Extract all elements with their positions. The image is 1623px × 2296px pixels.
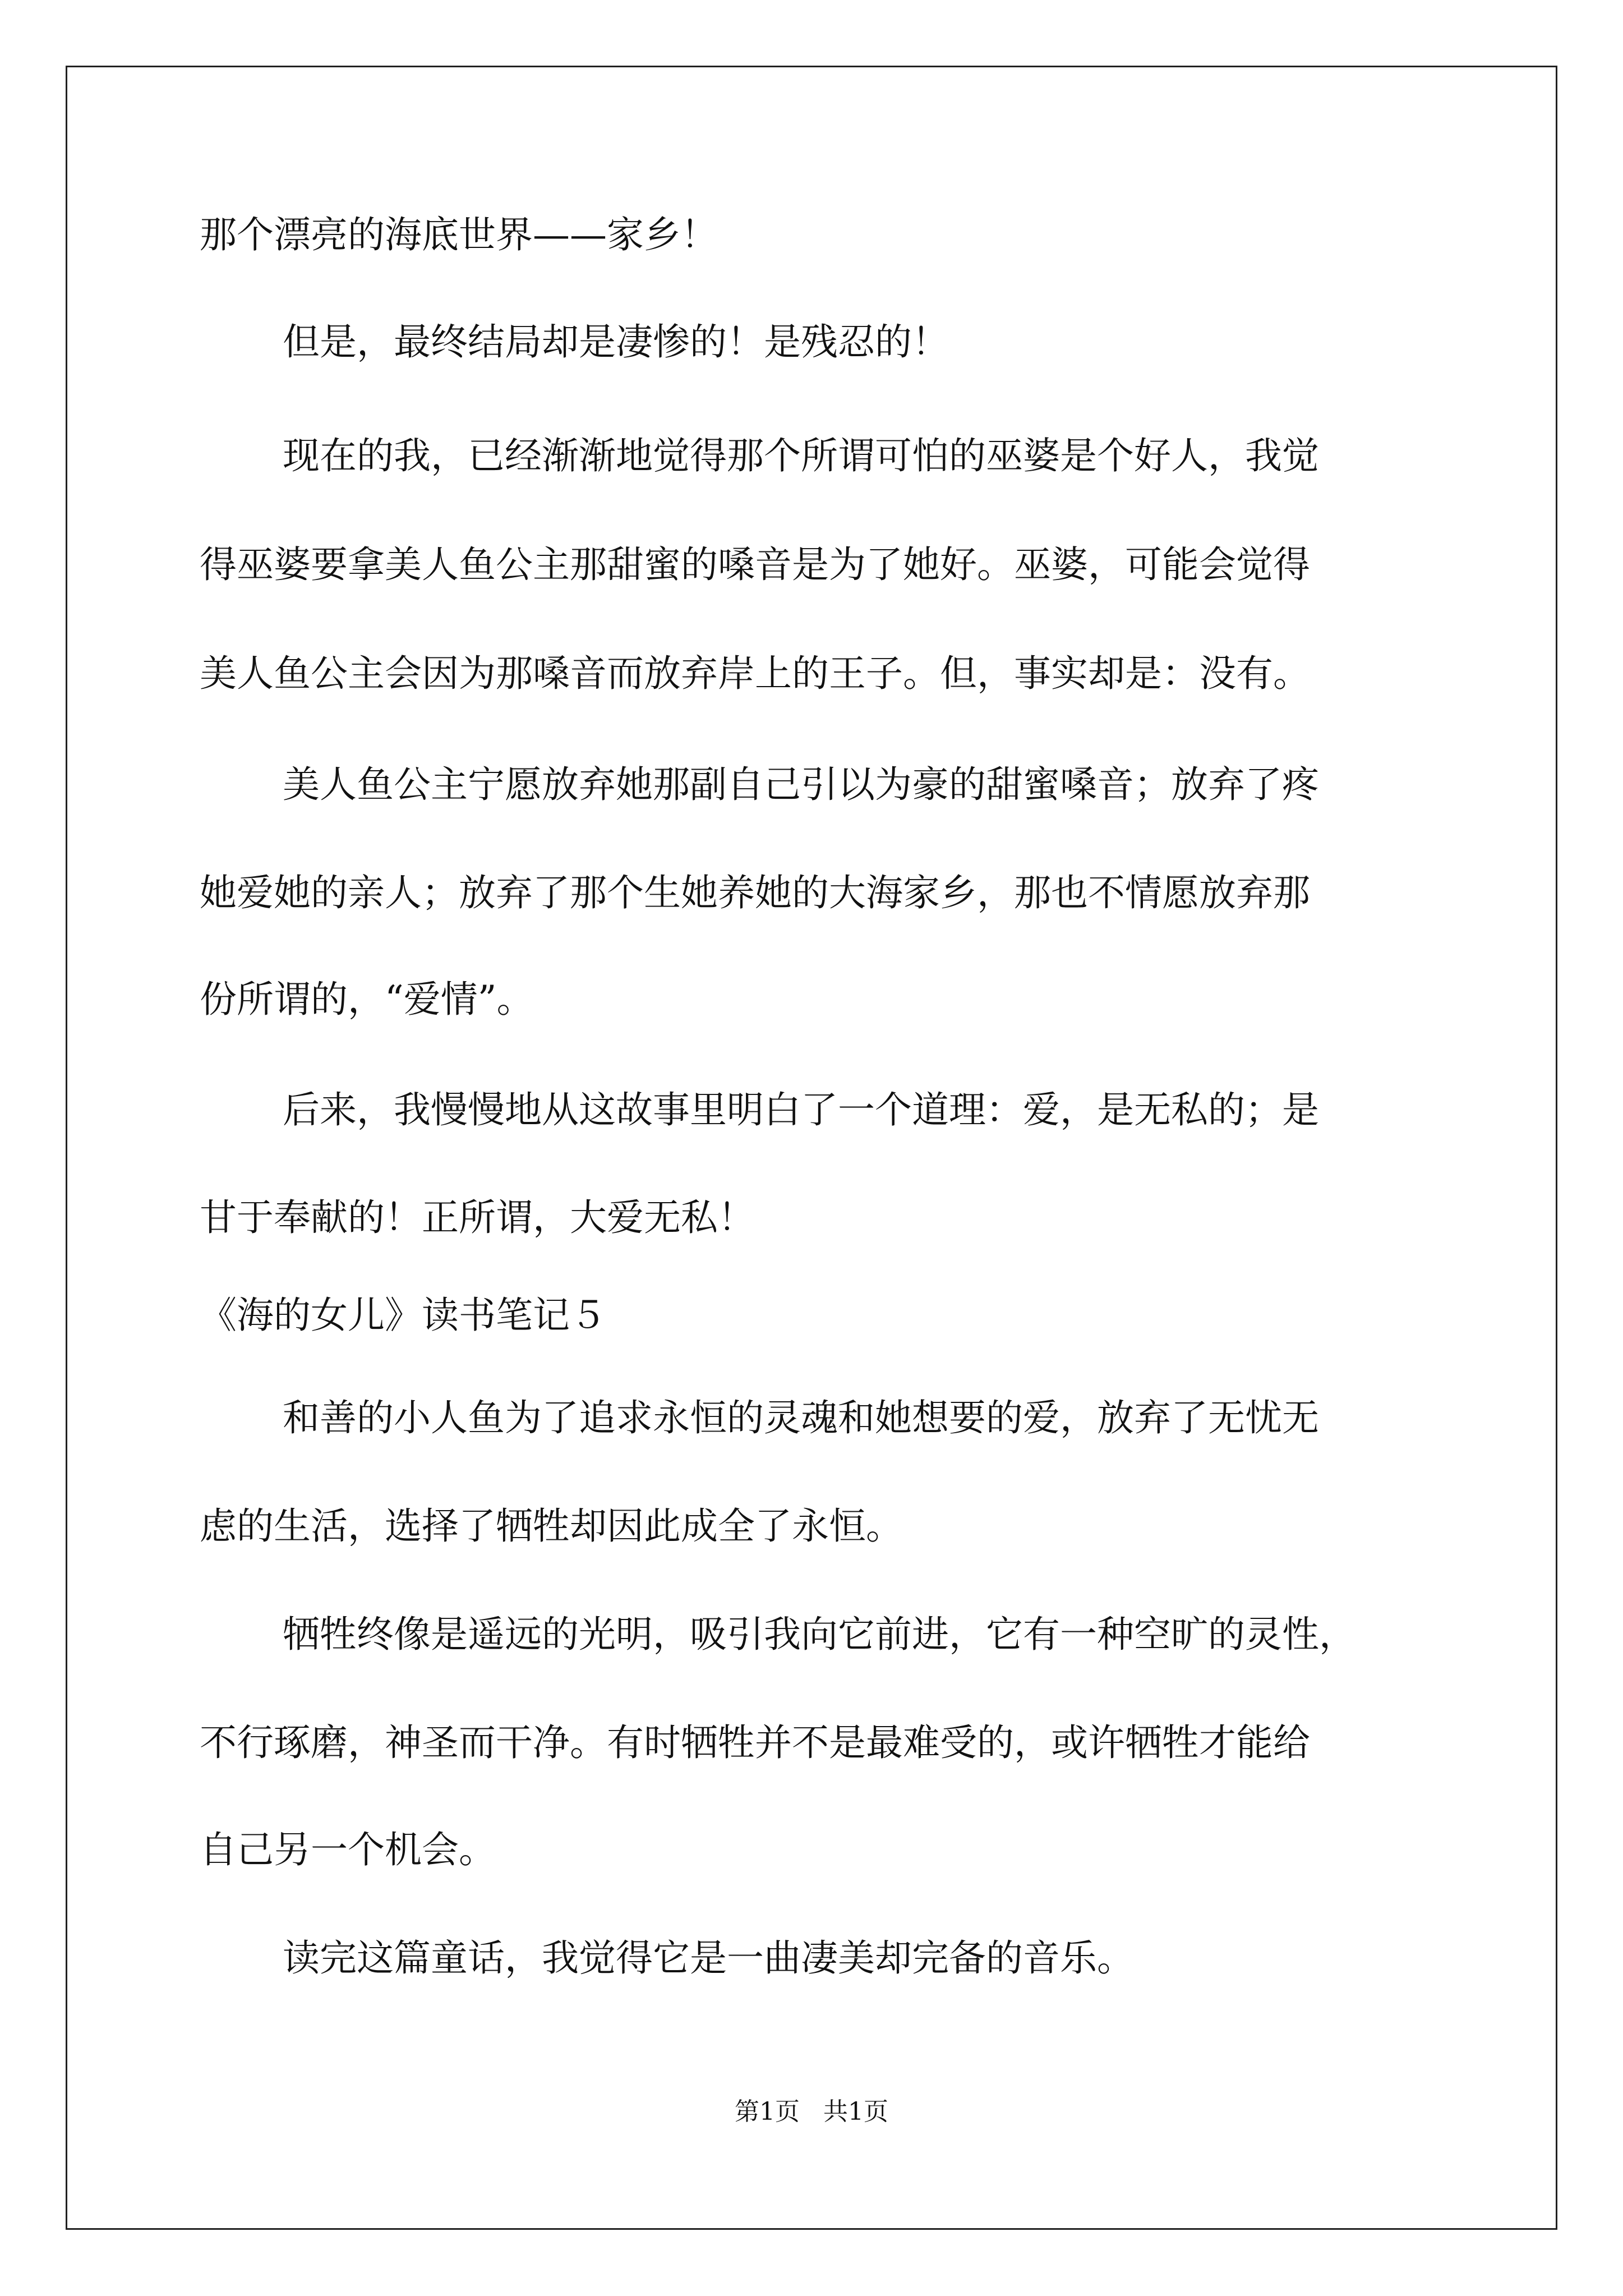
paragraph-line: 得巫婆要拿美人鱼公主那甜蜜的嗓音是为了她好。巫婆，可能会觉得 bbox=[200, 543, 1310, 586]
section-heading: 《海的女儿》读书笔记５ bbox=[200, 1294, 607, 1337]
paragraph-line: 自己另一个机会。 bbox=[200, 1828, 496, 1871]
paragraph-line: 份所谓的，“爱情”。 bbox=[200, 978, 534, 1021]
paragraph-line: 虑的生活，选择了牺牲却因此成全了永恒。 bbox=[200, 1504, 903, 1548]
page-border bbox=[66, 66, 1557, 2230]
paragraph-line: 后来，我慢慢地从这故事里明白了一个道理：爱，是无私的；是 bbox=[283, 1088, 1319, 1131]
page-number-footer: 第1页 共1页 bbox=[735, 2097, 888, 2126]
paragraph-line: 那个漂亮的海底世界——家乡！ bbox=[200, 213, 718, 256]
paragraph-line: 现在的我，已经渐渐地觉得那个所谓可怕的巫婆是个好人，我觉 bbox=[283, 434, 1319, 477]
paragraph-line: 甘于奉献的！正所谓，大爱无私！ bbox=[200, 1196, 755, 1239]
paragraph-line: 牺牲终像是遥远的光明，吸引我向它前进，它有一种空旷的灵性， bbox=[283, 1613, 1356, 1656]
paragraph-line: 不行琢磨，神圣而干净。有时牺牲并不是最难受的，或许牺牲才能给 bbox=[200, 1721, 1310, 1764]
paragraph-line: 美人鱼公主会因为那嗓音而放弃岸上的王子。但，事实却是：没有。 bbox=[200, 652, 1310, 695]
paragraph-line: 但是，最终结局却是凄惨的！是残忍的！ bbox=[283, 320, 949, 364]
paragraph-line: 她爱她的亲人；放弃了那个生她养她的大海家乡，那也不情愿放弃那 bbox=[200, 871, 1310, 914]
paragraph-line: 美人鱼公主宁愿放弃她那副自己引以为豪的甜蜜嗓音；放弃了疼 bbox=[283, 763, 1319, 806]
paragraph-line: 和善的小人鱼为了追求永恒的灵魂和她想要的爱，放弃了无忧无 bbox=[283, 1396, 1319, 1439]
paragraph-line: 读完这篇童话，我觉得它是一曲凄美却完备的音乐。 bbox=[283, 1936, 1134, 1980]
